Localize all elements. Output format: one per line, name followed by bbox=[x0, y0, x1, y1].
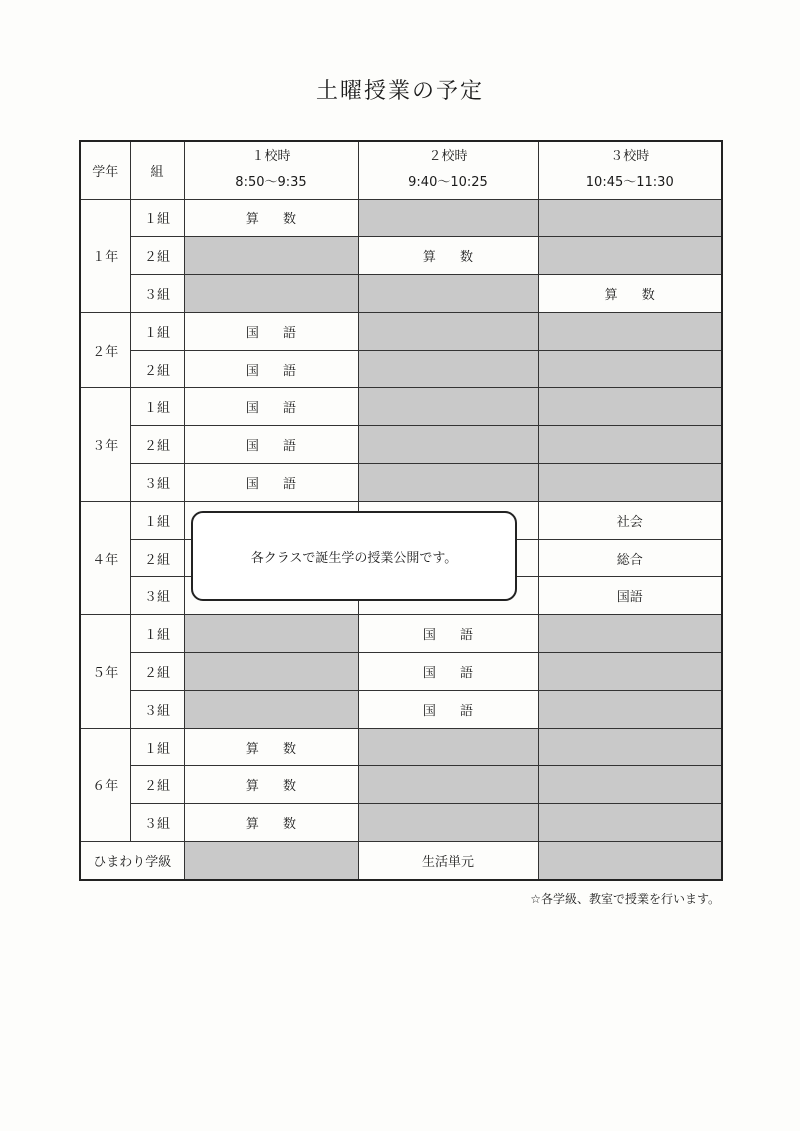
period-3-cell bbox=[538, 312, 722, 350]
subject-label: 算 数 bbox=[604, 287, 665, 303]
class-label: ３組 bbox=[130, 690, 184, 728]
period-2-cell bbox=[358, 312, 538, 350]
period-1-cell bbox=[184, 312, 358, 350]
table-row bbox=[80, 275, 722, 313]
subject-label: 国 語 bbox=[245, 325, 307, 341]
header-grade: 学年 bbox=[80, 141, 130, 199]
period-2-cell bbox=[358, 237, 538, 275]
himawari-period-3-cell bbox=[538, 842, 722, 880]
period-1-cell bbox=[184, 766, 358, 804]
period-2-cell bbox=[358, 766, 538, 804]
table-row bbox=[80, 350, 722, 388]
table-row bbox=[80, 237, 722, 275]
period-1-cell bbox=[184, 275, 358, 313]
period-3-time: 10:45〜11:30 bbox=[585, 175, 674, 191]
period-2-cell bbox=[358, 690, 538, 728]
table-row bbox=[80, 615, 722, 653]
class-label: １組 bbox=[130, 501, 184, 539]
class-label: ３組 bbox=[130, 804, 184, 842]
period-3-cell bbox=[538, 199, 722, 237]
period-1-cell bbox=[184, 653, 358, 691]
himawari-label: ひまわり学級 bbox=[80, 842, 184, 880]
header-class: 組 bbox=[130, 141, 184, 199]
header-row bbox=[80, 141, 722, 199]
subject-label: 総合 bbox=[616, 552, 643, 568]
class-label: ３組 bbox=[130, 577, 184, 615]
period-3-cell bbox=[538, 690, 722, 728]
period-3-cell bbox=[538, 653, 722, 691]
header-period-3 bbox=[538, 141, 722, 199]
period-2-cell bbox=[358, 275, 538, 313]
period-1-cell bbox=[184, 728, 358, 766]
class-label: ２組 bbox=[130, 766, 184, 804]
period-1-cell bbox=[184, 388, 358, 426]
grade-label: １年 bbox=[80, 199, 130, 312]
himawari-period-2-cell: 生活単元 bbox=[358, 842, 538, 880]
table-row bbox=[80, 690, 722, 728]
subject-label: 国 語 bbox=[422, 628, 484, 644]
period-3-cell bbox=[538, 804, 722, 842]
period-2-cell bbox=[358, 464, 538, 502]
himawari-period-1-cell bbox=[184, 842, 358, 880]
period-3-cell bbox=[538, 464, 722, 502]
subject-label: 社会 bbox=[616, 514, 643, 530]
table-row bbox=[80, 464, 722, 502]
period-2-cell bbox=[358, 199, 538, 237]
period-3-cell bbox=[538, 539, 722, 577]
subject-label: 国 語 bbox=[245, 439, 307, 455]
subject-label: 国 語 bbox=[245, 363, 307, 379]
class-label: ２組 bbox=[130, 539, 184, 577]
period-2-time: 9:40〜10:25 bbox=[408, 175, 488, 191]
period-1-cell bbox=[184, 199, 358, 237]
period-2-cell bbox=[358, 653, 538, 691]
table-row bbox=[80, 653, 722, 691]
subject-label: 算 数 bbox=[245, 212, 307, 228]
announcement-box: 各クラスで誕生学の授業公開です。 bbox=[191, 511, 517, 601]
class-label: ３組 bbox=[130, 464, 184, 502]
period-3-cell bbox=[538, 388, 722, 426]
period-3-cell bbox=[538, 577, 722, 615]
grade-label: ４年 bbox=[80, 501, 130, 614]
subject-label: 国 語 bbox=[245, 476, 307, 492]
header-period-2 bbox=[358, 141, 538, 199]
subject-label: 算 数 bbox=[245, 741, 307, 757]
header-period-1 bbox=[184, 141, 358, 199]
class-label: １組 bbox=[130, 615, 184, 653]
class-label: ２組 bbox=[130, 237, 184, 275]
subject-label: 国語 bbox=[616, 590, 643, 606]
table-row bbox=[80, 426, 722, 464]
period-3-cell bbox=[538, 615, 722, 653]
class-label: ３組 bbox=[130, 275, 184, 313]
period-3-cell bbox=[538, 501, 722, 539]
period-3-cell bbox=[538, 237, 722, 275]
table-row bbox=[80, 766, 722, 804]
period-3-cell bbox=[538, 728, 722, 766]
period-2-name: ２校時 bbox=[428, 149, 468, 165]
period-1-name: １校時 bbox=[251, 149, 291, 165]
subject-label: 算 数 bbox=[245, 779, 307, 795]
class-label: １組 bbox=[130, 199, 184, 237]
period-1-cell bbox=[184, 464, 358, 502]
subject-label: 国 語 bbox=[422, 703, 484, 719]
class-label: １組 bbox=[130, 388, 184, 426]
period-2-cell bbox=[358, 728, 538, 766]
period-3-cell bbox=[538, 766, 722, 804]
period-3-cell bbox=[538, 350, 722, 388]
subject-label: 算 数 bbox=[422, 250, 484, 266]
period-2-cell bbox=[358, 804, 538, 842]
period-2-cell bbox=[358, 350, 538, 388]
period-2-cell bbox=[358, 388, 538, 426]
class-label: ２組 bbox=[130, 653, 184, 691]
footnote: ☆各学級、教室で授業を行います。 bbox=[530, 892, 720, 906]
grade-label: ３年 bbox=[80, 388, 130, 501]
period-1-cell bbox=[184, 615, 358, 653]
period-3-cell bbox=[538, 275, 722, 313]
period-1-cell bbox=[184, 804, 358, 842]
subject-label: 国 語 bbox=[422, 665, 484, 681]
table-row bbox=[80, 312, 722, 350]
period-3-cell bbox=[538, 426, 722, 464]
class-label: １組 bbox=[130, 728, 184, 766]
period-1-cell bbox=[184, 350, 358, 388]
table-row bbox=[80, 804, 722, 842]
table-row bbox=[80, 199, 722, 237]
page-title: 土曜授業の予定 bbox=[315, 79, 484, 104]
period-1-cell bbox=[184, 237, 358, 275]
subject-label: 国 語 bbox=[245, 401, 307, 417]
grade-label: ５年 bbox=[80, 615, 130, 728]
period-1-cell bbox=[184, 690, 358, 728]
class-label: ２組 bbox=[130, 426, 184, 464]
subject-label: 算 数 bbox=[245, 817, 307, 833]
grade-label: ６年 bbox=[80, 728, 130, 841]
period-2-cell bbox=[358, 615, 538, 653]
table-row bbox=[80, 388, 722, 426]
table-row bbox=[80, 728, 722, 766]
period-2-cell bbox=[358, 426, 538, 464]
period-1-time: 8:50〜9:35 bbox=[235, 175, 307, 191]
period-3-name: ３校時 bbox=[610, 149, 650, 165]
period-1-cell bbox=[184, 426, 358, 464]
himawari-row bbox=[80, 842, 722, 880]
grade-label: ２年 bbox=[80, 312, 130, 388]
class-label: １組 bbox=[130, 312, 184, 350]
class-label: ２組 bbox=[130, 350, 184, 388]
